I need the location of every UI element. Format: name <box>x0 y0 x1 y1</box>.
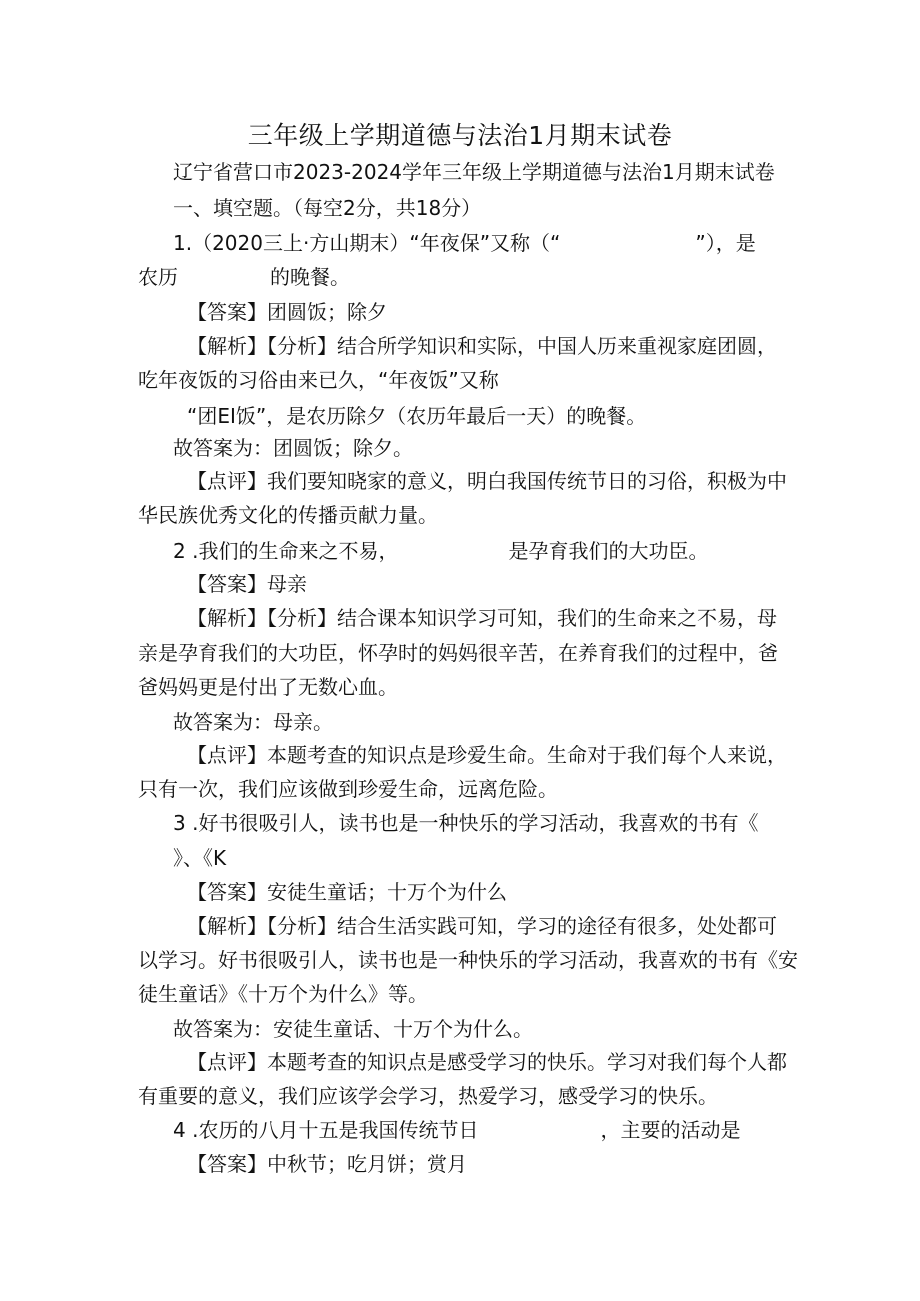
question-4-text-a: 4 .农历的八月十五是我国传统节日 <box>173 1118 479 1142</box>
question-3-conclusion: 故答案为：安徒生童话、十万个为什么。 <box>173 1017 533 1041</box>
page-title: 三年级上学期道德与法治1月期末试卷 <box>247 121 673 150</box>
question-3-comment: 有重要的意义，我们应该学会学习，热爱学习，感受学习的快乐。 <box>138 1084 718 1108</box>
question-2-line-1 <box>173 538 708 564</box>
question-1-answer: 【答案】团圆饭；除夕 <box>187 300 387 324</box>
question-1-analysis: 【解析】【分析】结合所学知识和实际，中国人历来重视家庭团圆， <box>187 334 777 358</box>
question-2-conclusion: 故答案为：母亲。 <box>173 710 333 734</box>
question-1-text-a: 1.（2020三上·方山期末）“年夜保”又称（“ <box>173 231 561 255</box>
question-4-answer: 【答案】中秋节；吃月饼；赏月 <box>187 1152 467 1176</box>
question-1-text-b: ”），是 <box>695 231 756 255</box>
question-1-line-2 <box>138 264 350 290</box>
question-1-comment: 【点评】我们要知晓家的意义，明白我国传统节日的习俗，积极为中 <box>187 469 787 493</box>
question-3-analysis: 以学习。好书很吸引人，读书也是一种快乐的学习活动，我喜欢的书有《安 <box>138 948 798 972</box>
section-heading: 一、填空题。（每空2分，共18分） <box>173 196 482 220</box>
question-1-line-1 <box>173 230 756 256</box>
question-2-analysis: 亲是孕育我们的大功臣，怀孕时的妈妈很辛苦，在养育我们的过程中，爸 <box>138 641 778 665</box>
question-1-text-c: 农历 <box>138 265 178 289</box>
question-2-text-a: 2 .我们的生命来之不易， <box>173 539 399 563</box>
question-3-answer: 【答案】安徒生童话；十万个为什么 <box>187 880 507 904</box>
question-3-analysis: 【解析】【分析】结合生活实践可知，学习的途径有很多，处处都可 <box>187 914 777 938</box>
question-1-analysis: 吃年夜饭的习俗由来已久，“年夜饭”又称 <box>138 368 499 392</box>
question-3-analysis: 徒生童话》《十万个为什么》等。 <box>138 982 428 1006</box>
question-1-analysis: “团EI饭”，是农历除夕（农历年最后一天）的晚餐。 <box>187 404 647 428</box>
exam-subtitle: 辽宁省营口市2023-2024学年三年级上学期道德与法治1月期末试卷 <box>173 160 775 184</box>
question-1-text-d: 的晚餐。 <box>270 265 350 289</box>
question-3-line-1: 3 .好书很吸引人，读书也是一种快乐的学习活动，我喜欢的书有《 <box>173 811 759 835</box>
question-4-text-b: ，主要的活动是 <box>600 1118 741 1142</box>
question-2-answer: 【答案】母亲 <box>187 572 307 596</box>
question-3-line-2: 》、《K <box>173 846 227 870</box>
question-1-conclusion: 故答案为：团圆饭；除夕。 <box>173 436 413 460</box>
question-1-comment: 华民族优秀文化的传播贡献力量。 <box>138 503 438 527</box>
question-2-comment: 只有一次，我们应该做到珍爱生命，远离危险。 <box>138 777 558 801</box>
question-4-line-1 <box>173 1117 740 1143</box>
question-3-comment: 【点评】本题考查的知识点是感受学习的快乐。学习对我们每个人都 <box>187 1050 787 1074</box>
question-2-analysis: 【解析】【分析】结合课本知识学习可知，我们的生命来之不易，母 <box>187 606 777 630</box>
question-2-comment: 【点评】本题考查的知识点是珍爱生命。生命对于我们每个人来说， <box>187 743 787 767</box>
question-2-analysis: 爸妈妈更是付出了无数心血。 <box>138 675 398 699</box>
question-2-text-b: 是孕育我们的大功臣。 <box>508 539 709 563</box>
